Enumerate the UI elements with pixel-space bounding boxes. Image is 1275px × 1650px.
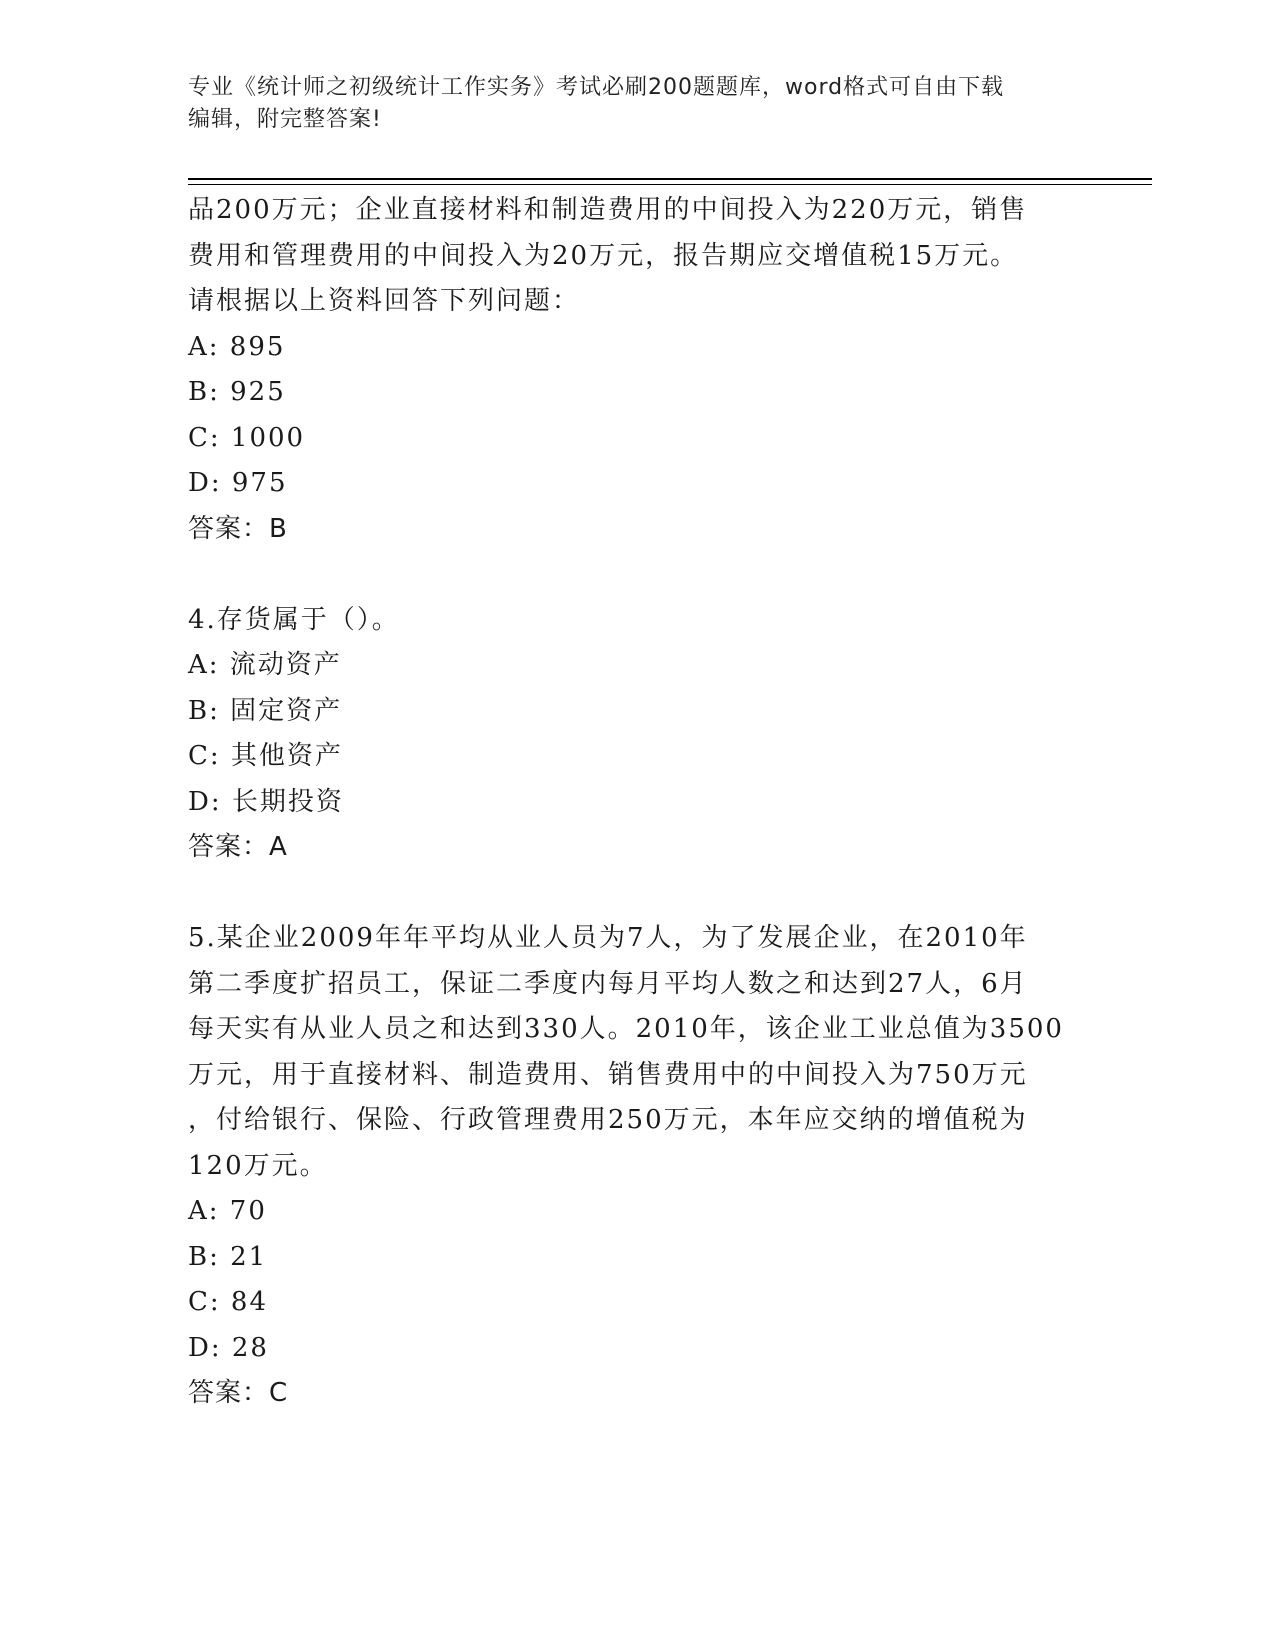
question-5 [188,916,1088,1417]
spacer [188,552,1088,598]
option-b: B: 固定资产 [188,695,343,726]
question-text-line: 每天实有从业人员之和达到330人。2010年，该企业工业总值为3500 [188,1014,1064,1044]
question-block-continued [188,188,1088,552]
option-d: D: 长期投资 [188,786,344,817]
question-4 [188,598,1088,871]
header-divider-thin [188,184,1152,185]
option-c: C: 1000 [188,422,306,453]
question-text-line: 请根据以上资料回答下列问题： [188,286,581,316]
option-d: D: 975 [188,468,288,498]
question-text-line: 4.存货属于（）。 [188,604,400,635]
option-b: B: 925 [188,377,286,407]
answer-line: 答案：C [188,1378,289,1408]
question-text-line: 品200万元；企业直接材料和制造费用的中间投入为220万元，销售 [188,195,1028,225]
answer-line: 答案：A [188,832,288,862]
spacer [188,871,1088,917]
header-divider-thick [188,178,1152,180]
option-d: D: 28 [188,1332,269,1363]
question-text-line: 费用和管理费用的中间投入为20万元，报告期应交增值税15万元。 [188,240,1019,271]
option-c: C: 其他资产 [188,741,343,771]
option-b: B: 21 [188,1241,268,1272]
answer-line: 答案：B [188,513,288,544]
option-a: A: 895 [188,331,286,362]
question-text-line: 万元，用于直接材料、制造费用、销售费用中的中间投入为750万元 [188,1059,1028,1090]
question-text-line: ，付给银行、保险、行政管理费用250万元，本年应交纳的增值税为 [188,1105,1028,1135]
option-a: A: 70 [188,1196,267,1226]
question-text-line: 第二季度扩招员工，保证二季度内每月平均人数之和达到27人，6月 [188,968,1028,999]
header-line-1: 专业《统计师之初级统计工作实务》考试必刷200题题库，word格式可自由下载 [188,75,1005,100]
question-text-line: 120万元。 [188,1150,328,1181]
header-line-2: 编辑，附完整答案! [188,107,382,132]
option-a: A: 流动资产 [188,650,342,680]
document-body [188,188,1088,1417]
question-text-line: 5.某企业2009年年平均从业人员为7人，为了发展企业，在2010年 [188,923,1028,953]
option-c: C: 84 [188,1287,269,1317]
document-header [188,72,1068,136]
